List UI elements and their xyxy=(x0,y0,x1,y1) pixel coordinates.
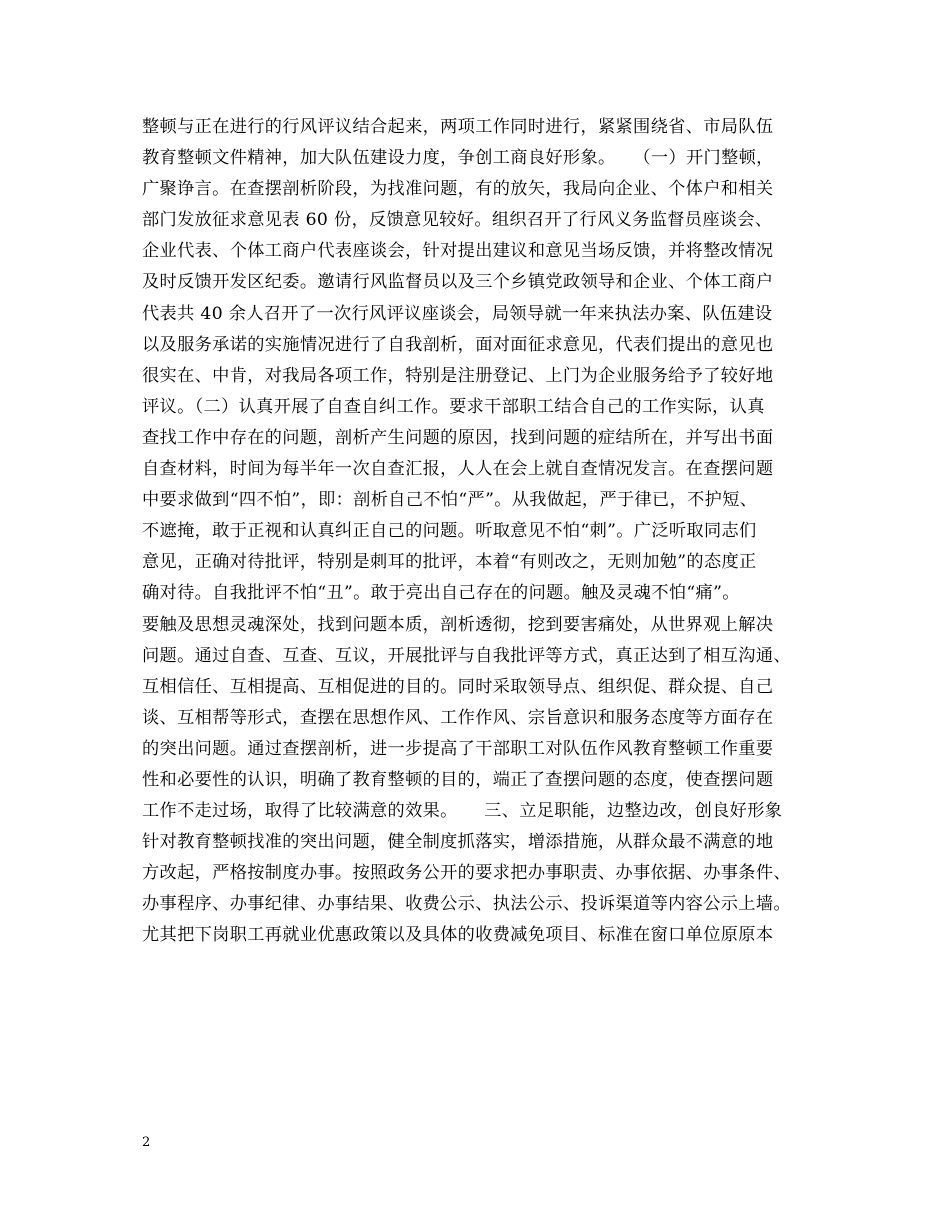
text-line: 针对教育整顿找准的突出问题，健全制度抓落实，增添措施，从群众最不满意的地 xyxy=(142,832,774,853)
text-line: 广聚诤言。在查摆剖析阶段，为找准问题，有的放矢，我局向企业、个体户和相关 xyxy=(142,179,774,200)
text-line: 确对待。自我批评不怕“丑”。敢于亮出自己存在的问题。触及灵魂不怕“痛”。 xyxy=(142,583,740,604)
text-line: 很实在、中肯，对我局各项工作，特别是注册登记、上门为企业服务给予了较好地 xyxy=(142,365,774,386)
text-line: 自查材料，时间为每半年一次自查汇报，人人在会上就自查情况发言。在查摆问题 xyxy=(142,459,774,480)
text-line: 及时反馈开发区纪委。邀请行风监督员以及三个乡镇党政领导和企业、个体工商户 xyxy=(142,272,774,293)
text-line: 企业代表、个体工商户代表座谈会，针对提出建议和意见当场反馈，并将整改情况 xyxy=(142,241,774,262)
text-line: 整顿与正在进行的行风评议结合起来，两项工作同时进行，紧紧围绕省、市局队伍 xyxy=(142,117,774,137)
page-number: 2 xyxy=(142,1135,151,1150)
text-line: 评议。（二）认真开展了自查自纠工作。要求干部职工结合自己的工作实际，认真 xyxy=(142,396,765,417)
text-line: 互相信任、互相提高、互相促进的目的。同时采取领导点、组织促、群众提、自己 xyxy=(142,676,774,697)
text-line: 性和必要性的认识，明确了教育整顿的目的，端正了查摆问题的态度，使查摆问题 xyxy=(142,769,774,790)
text-line: 教育整顿文件精神，加大队伍建设力度，争创工商良好形象。 （一）开门整顿， xyxy=(142,148,774,169)
text-line: 查找工作中存在的问题，剖析产生问题的原因，找到问题的症结所在，并写出书面 xyxy=(142,427,774,448)
text-line: 代表共 40 余人召开了一次行风评议座谈会，局领导就一年来执法办案、队伍建设 xyxy=(142,303,773,324)
text-line: 不遮掩，敢于正视和认真纠正自己的问题。听取意见不怕“刺”。广泛听取同志们 xyxy=(142,521,757,542)
text-line: 中要求做到“四不怕”，即：剖析自己不怕“严”。从我做起，严于律已，不护短、 xyxy=(142,490,758,511)
text-line: 办事程序、办事纪律、办事结果、收费公示、执法公示、投诉渠道等内容公示上墙。 xyxy=(142,894,791,915)
text-line: 的突出问题。通过查摆剖析，进一步提高了干部职工对队伍作风教育整顿工作重要 xyxy=(142,738,774,759)
text-line: 意见，正确对待批评，特别是刺耳的批评，本着“有则改之，无则加勉”的态度正 xyxy=(142,552,757,573)
text-line: 部门发放征求意见表 60 份，反馈意见较好。组织召开了行风义务监督员座谈会、 xyxy=(142,210,773,231)
text-line: 方改起，严格按制度办事。按照政务公开的要求把办事职责、办事依据、办事条件、 xyxy=(142,863,791,884)
body-text xyxy=(142,112,832,952)
text-line: 要触及思想灵魂深处，找到问题本质，剖析透彻，挖到要害痛处，从世界观上解决 xyxy=(142,614,774,635)
text-line: 以及服务承诺的实施情况进行了自我剖析，面对面征求意见，代表们提出的意见也 xyxy=(142,334,774,355)
text-line: 谈、互相帮等形式，查摆在思想作风、工作作风、宗旨意识和服务态度等方面存在 xyxy=(142,707,774,728)
text-line: 工作不走过场，取得了比较满意的效果。 三、立足职能，边整边改，创良好形象 xyxy=(142,801,783,822)
text-line: 问题。通过自查、互查、互议，开展批评与自我批评等方式，真正达到了相互沟通、 xyxy=(142,645,791,666)
text-line: 尤其把下岗职工再就业优惠政策以及具体的收费减免项目、标准在窗口单位原原本 xyxy=(142,925,774,946)
